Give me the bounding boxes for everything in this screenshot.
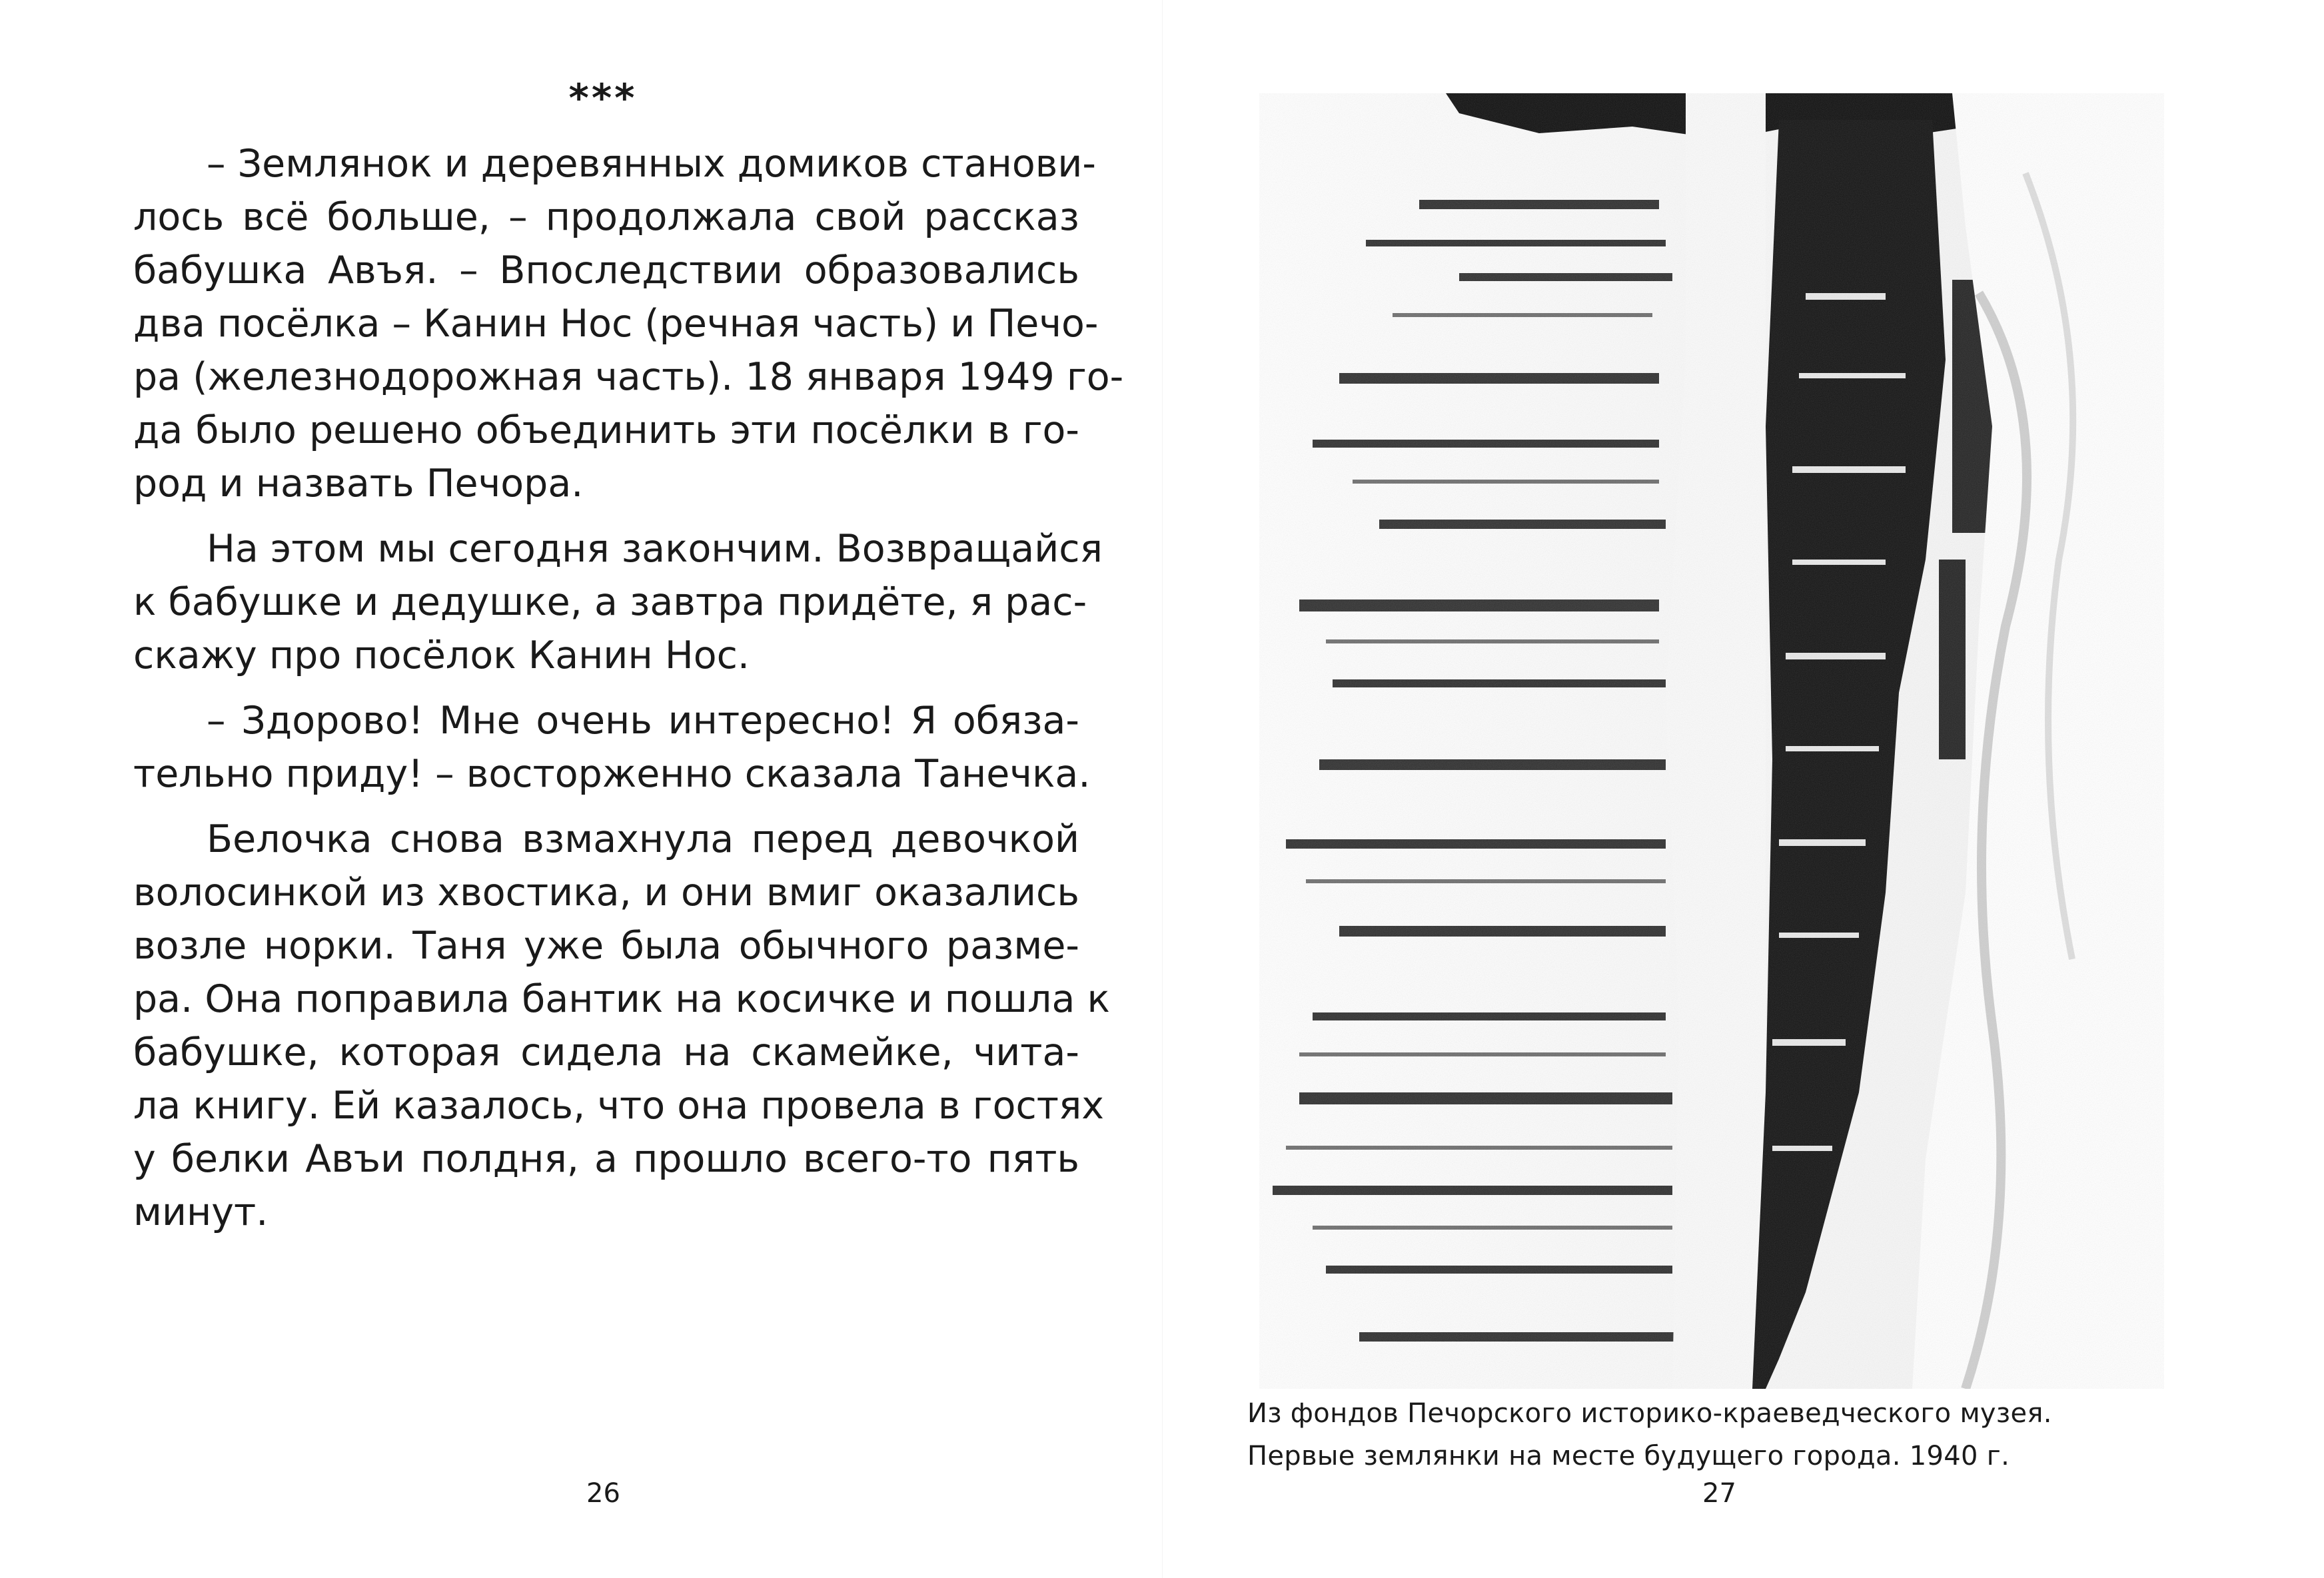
text-line: бабушке, которая сидела на скамейке, чита- xyxy=(133,1030,1079,1074)
text-line: лось всё больше, – продолжала свой рассказ xyxy=(133,195,1079,239)
text-line: На этом мы сегодня закончим. Возвращайся xyxy=(207,527,1103,571)
text-line: – Здорово! Мне очень интересно! Я обяза- xyxy=(207,699,1079,743)
paragraph xyxy=(133,522,1103,682)
story-text xyxy=(133,137,1124,1251)
text-line: минут. xyxy=(133,1190,269,1234)
text-line: ра (железнодорожная часть). 18 января 1949 го- xyxy=(133,355,1124,399)
text-line: у белки Авъи полдня, а прошло всего-то пять xyxy=(133,1137,1079,1181)
right-page xyxy=(1162,0,2324,1578)
text-line: род и назвать Печора. xyxy=(133,462,584,506)
text-line: возле норки. Таня уже была обычного разме- xyxy=(133,924,1079,968)
text-line: – Землянок и деревянных домиков станови- xyxy=(207,142,1096,186)
text-line: да было решено объединить эти посёлки в го- xyxy=(133,408,1079,452)
photo-caption xyxy=(1247,1392,2247,1477)
text-line: тельно приду! – восторженно сказала Танечка. xyxy=(133,752,1091,796)
paragraph xyxy=(133,694,1091,801)
text-line: волосинкой из хвостика, и они вмиг оказались xyxy=(133,871,1079,915)
text-line: скажу про посёлок Канин Нос. xyxy=(133,633,750,677)
section-separator: *** xyxy=(568,75,638,121)
caption-line: Из фондов Печорского историко-краеведческого музея. xyxy=(1247,1398,2052,1429)
text-line: бабушка Авъя. – Впоследствии образовались xyxy=(133,248,1079,292)
text-line: к бабушке и дедушке, а завтра придёте, я рас- xyxy=(133,580,1087,624)
paragraph xyxy=(133,813,1110,1239)
paragraph xyxy=(133,137,1124,510)
page-number: 26 xyxy=(586,1478,620,1509)
page-number: 27 xyxy=(1702,1478,1736,1509)
text-line: два посёлка – Канин Нос (речная часть) и Печо- xyxy=(133,302,1099,346)
archival-photo-icon xyxy=(1259,93,2164,1389)
text-line: ла книгу. Ей казалось, что она провела в гостях xyxy=(133,1084,1105,1128)
archival-photo xyxy=(1259,93,2164,1389)
caption-line: Первые землянки на месте будущего города. 1940 г. xyxy=(1247,1441,2010,1471)
text-line: ра. Она поправила бантик на косичке и пошла к xyxy=(133,977,1110,1021)
text-line: Белочка снова взмахнула перед девочкой xyxy=(207,817,1079,861)
